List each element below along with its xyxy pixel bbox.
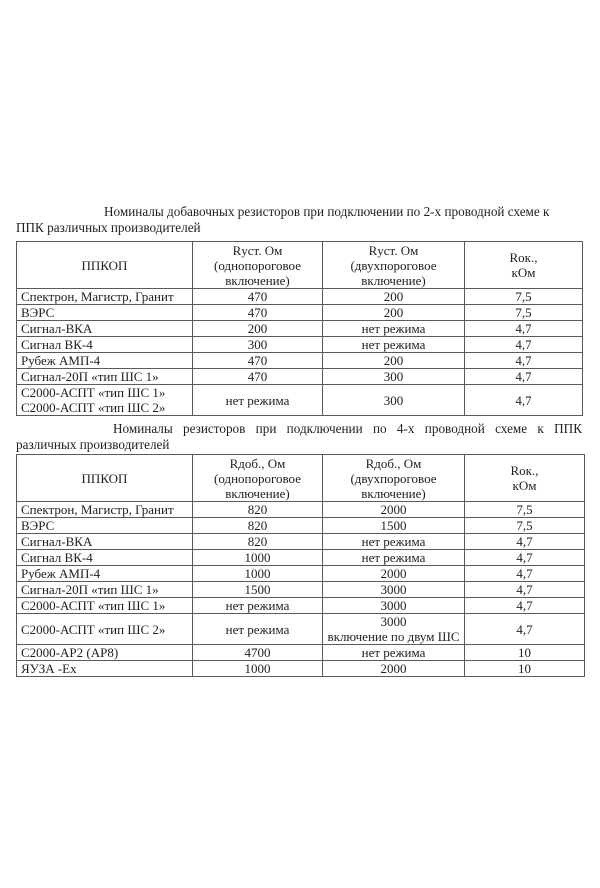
cell-device: Сигнал ВК-4: [17, 337, 193, 353]
cell-double: 3000: [323, 598, 465, 614]
cell-double: 300: [323, 369, 465, 385]
table-header-row: [17, 455, 585, 502]
header-ppkop: ППКОП: [17, 242, 193, 289]
table-row: [17, 337, 583, 353]
header-ppkop: ППКОП: [17, 455, 193, 502]
table-row: [17, 369, 583, 385]
table-row: [17, 614, 585, 645]
cell-device: С2000-АСПТ «тип ШС 1» С2000-АСПТ «тип ШС 2»: [17, 385, 193, 416]
cell-double: 300: [323, 385, 465, 416]
cell-rok: 4,7: [465, 582, 585, 598]
resistor-table-4-wire: [16, 454, 585, 677]
table1-caption-line1: Номиналы добавочных резисторов при подключении по 2-х проводной схеме к: [104, 204, 550, 219]
table-row: [17, 598, 585, 614]
table-row: [17, 305, 583, 321]
header-rok: Rок., кОм: [465, 242, 583, 289]
cell-rok: 4,7: [465, 321, 583, 337]
table-header-row: [17, 242, 583, 289]
cell-single: 4700: [193, 645, 323, 661]
cell-single: 820: [193, 502, 323, 518]
cell-device: Сигнал ВК-4: [17, 550, 193, 566]
cell-double: нет режима: [323, 321, 465, 337]
table-row: [17, 502, 585, 518]
cell-double: 3000: [323, 582, 465, 598]
cell-device: ВЭРС: [17, 305, 193, 321]
cell-device: Рубеж АМП-4: [17, 353, 193, 369]
cell-double: нет режима: [323, 645, 465, 661]
cell-single: 470: [193, 289, 323, 305]
cell-double: 200: [323, 353, 465, 369]
cell-single: 1000: [193, 566, 323, 582]
cell-double: 2000: [323, 502, 465, 518]
cell-double: 2000: [323, 566, 465, 582]
table1-caption: [16, 204, 582, 236]
table-row: [17, 385, 583, 416]
cell-device: Сигнал-ВКА: [17, 321, 193, 337]
table-row: [17, 550, 585, 566]
table-row: [17, 353, 583, 369]
cell-single: 1000: [193, 550, 323, 566]
header-double-threshold: Rуст. Ом (двухпороговое включение): [323, 242, 465, 289]
cell-rok: 4,7: [465, 534, 585, 550]
cell-device: ЯУЗА -Ex: [17, 661, 193, 677]
header-single-threshold: Rуст. Ом (однопороговое включение): [193, 242, 323, 289]
cell-device: С2000-АР2 (АР8): [17, 645, 193, 661]
cell-double: нет режима: [323, 534, 465, 550]
cell-double: 1500: [323, 518, 465, 534]
header-double-threshold: Rдоб., Ом (двухпороговое включение): [323, 455, 465, 502]
cell-single: 1000: [193, 661, 323, 677]
cell-single: 1500: [193, 582, 323, 598]
cell-rok: 10: [465, 661, 585, 677]
cell-rok: 4,7: [465, 385, 583, 416]
cell-single: 300: [193, 337, 323, 353]
cell-device: Рубеж АМП-4: [17, 566, 193, 582]
cell-device: Спектрон, Магистр, Гранит: [17, 502, 193, 518]
cell-device: ВЭРС: [17, 518, 193, 534]
cell-device: Спектрон, Магистр, Гранит: [17, 289, 193, 305]
cell-single: 470: [193, 353, 323, 369]
cell-single: 200: [193, 321, 323, 337]
cell-rok: 7,5: [465, 305, 583, 321]
cell-single: нет режима: [193, 598, 323, 614]
cell-double: 200: [323, 289, 465, 305]
cell-single: нет режима: [193, 614, 323, 645]
cell-double: 3000 включение по двум ШС: [323, 614, 465, 645]
cell-rok: 10: [465, 645, 585, 661]
cell-rok: 4,7: [465, 566, 585, 582]
cell-rok: 4,7: [465, 614, 585, 645]
table-row: [17, 645, 585, 661]
table-row: [17, 518, 585, 534]
table2-caption-line1: Номиналы резисторов при подключении по 4-х проводной схеме к ППК: [113, 421, 582, 436]
cell-single: 820: [193, 518, 323, 534]
cell-double: 200: [323, 305, 465, 321]
cell-device: Сигнал-20П «тип ШС 1»: [17, 369, 193, 385]
header-single-threshold: Rдоб., Ом (однопороговое включение): [193, 455, 323, 502]
table1-caption-line2: ППК различных производителей: [16, 220, 201, 235]
cell-device: С2000-АСПТ «тип ШС 2»: [17, 614, 193, 645]
table-row: [17, 661, 585, 677]
cell-device: Сигнал-20П «тип ШС 1»: [17, 582, 193, 598]
cell-rok: 4,7: [465, 550, 585, 566]
table2-caption-line2: различных производителей: [16, 437, 170, 452]
cell-single: 820: [193, 534, 323, 550]
cell-double: нет режима: [323, 550, 465, 566]
cell-rok: 4,7: [465, 598, 585, 614]
cell-rok: 4,7: [465, 337, 583, 353]
table-row: [17, 321, 583, 337]
cell-double: нет режима: [323, 337, 465, 353]
table2-caption: [16, 421, 582, 453]
table-row: [17, 534, 585, 550]
cell-rok: 4,7: [465, 369, 583, 385]
cell-device: Сигнал-ВКА: [17, 534, 193, 550]
cell-single: 470: [193, 305, 323, 321]
cell-device: С2000-АСПТ «тип ШС 1»: [17, 598, 193, 614]
cell-rok: 7,5: [465, 289, 583, 305]
header-rok: Rок., кОм: [465, 455, 585, 502]
table-row: [17, 566, 585, 582]
cell-rok: 7,5: [465, 518, 585, 534]
table-row: [17, 289, 583, 305]
cell-single: 470: [193, 369, 323, 385]
resistor-table-2-wire: [16, 241, 583, 416]
cell-single: нет режима: [193, 385, 323, 416]
cell-double: 2000: [323, 661, 465, 677]
table-row: [17, 582, 585, 598]
cell-rok: 4,7: [465, 353, 583, 369]
cell-rok: 7,5: [465, 502, 585, 518]
